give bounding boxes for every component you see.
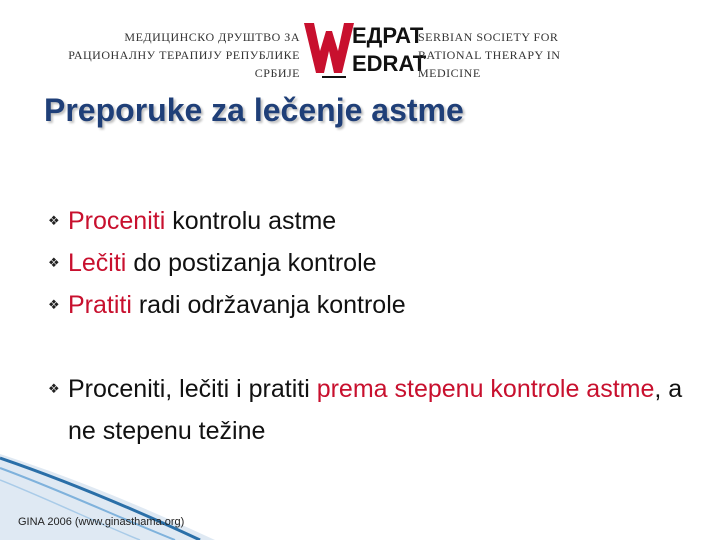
summary-lead: Proceniti, lečiti i pratiti bbox=[68, 375, 317, 403]
ornamental-bullet-icon: ❖ bbox=[48, 381, 60, 396]
bullet-treat bbox=[48, 242, 688, 284]
bullet-monitor bbox=[48, 284, 688, 326]
bullet-list bbox=[48, 200, 688, 452]
society-logo bbox=[300, 15, 427, 81]
society-name-serbian-line2: РАЦИОНАЛНУ ТЕРАПИЈУ РЕПУБЛИКЕ СРБИЈЕ bbox=[68, 48, 300, 80]
society-name-serbian-line1: МЕДИЦИНСКО ДРУШТВО ЗА bbox=[124, 30, 300, 44]
summary-highlight: prema stepenu kontrole astme bbox=[316, 375, 655, 403]
society-name-english-line1: SERBIAN SOCIETY FOR bbox=[418, 30, 559, 44]
bullet-highlight: Pratiti bbox=[68, 291, 132, 319]
source-citation: GINA 2006 (www.ginasthama.org) bbox=[18, 516, 185, 528]
bullet-text: radi održavanja kontrole bbox=[131, 291, 406, 319]
ornamental-bullet-icon: ❖ bbox=[48, 297, 60, 312]
slide-title: Preporuke za lečenje astme bbox=[44, 92, 464, 128]
society-name-serbian bbox=[60, 28, 300, 82]
logo-text-latin: EDRAT bbox=[352, 51, 427, 76]
bullet-text: do postizanja kontrole bbox=[126, 249, 377, 277]
bullet-text: kontrolu astme bbox=[165, 207, 337, 235]
ornamental-bullet-icon: ❖ bbox=[48, 213, 60, 228]
summary-tail: , a ne stepenu težine bbox=[68, 375, 683, 445]
bullet-highlight: Lečiti bbox=[68, 249, 127, 277]
ornamental-bullet-icon: ❖ bbox=[48, 255, 60, 270]
logo-text-cyrillic: ЕДРАТ bbox=[352, 23, 424, 48]
bullet-highlight: Proceniti bbox=[68, 207, 166, 235]
bullet-assess bbox=[48, 200, 688, 242]
society-name-english-line2: RATIONAL THERAPY IN MEDICINE bbox=[418, 48, 561, 80]
society-name-english bbox=[418, 28, 618, 82]
bullet-spacer bbox=[48, 326, 688, 368]
